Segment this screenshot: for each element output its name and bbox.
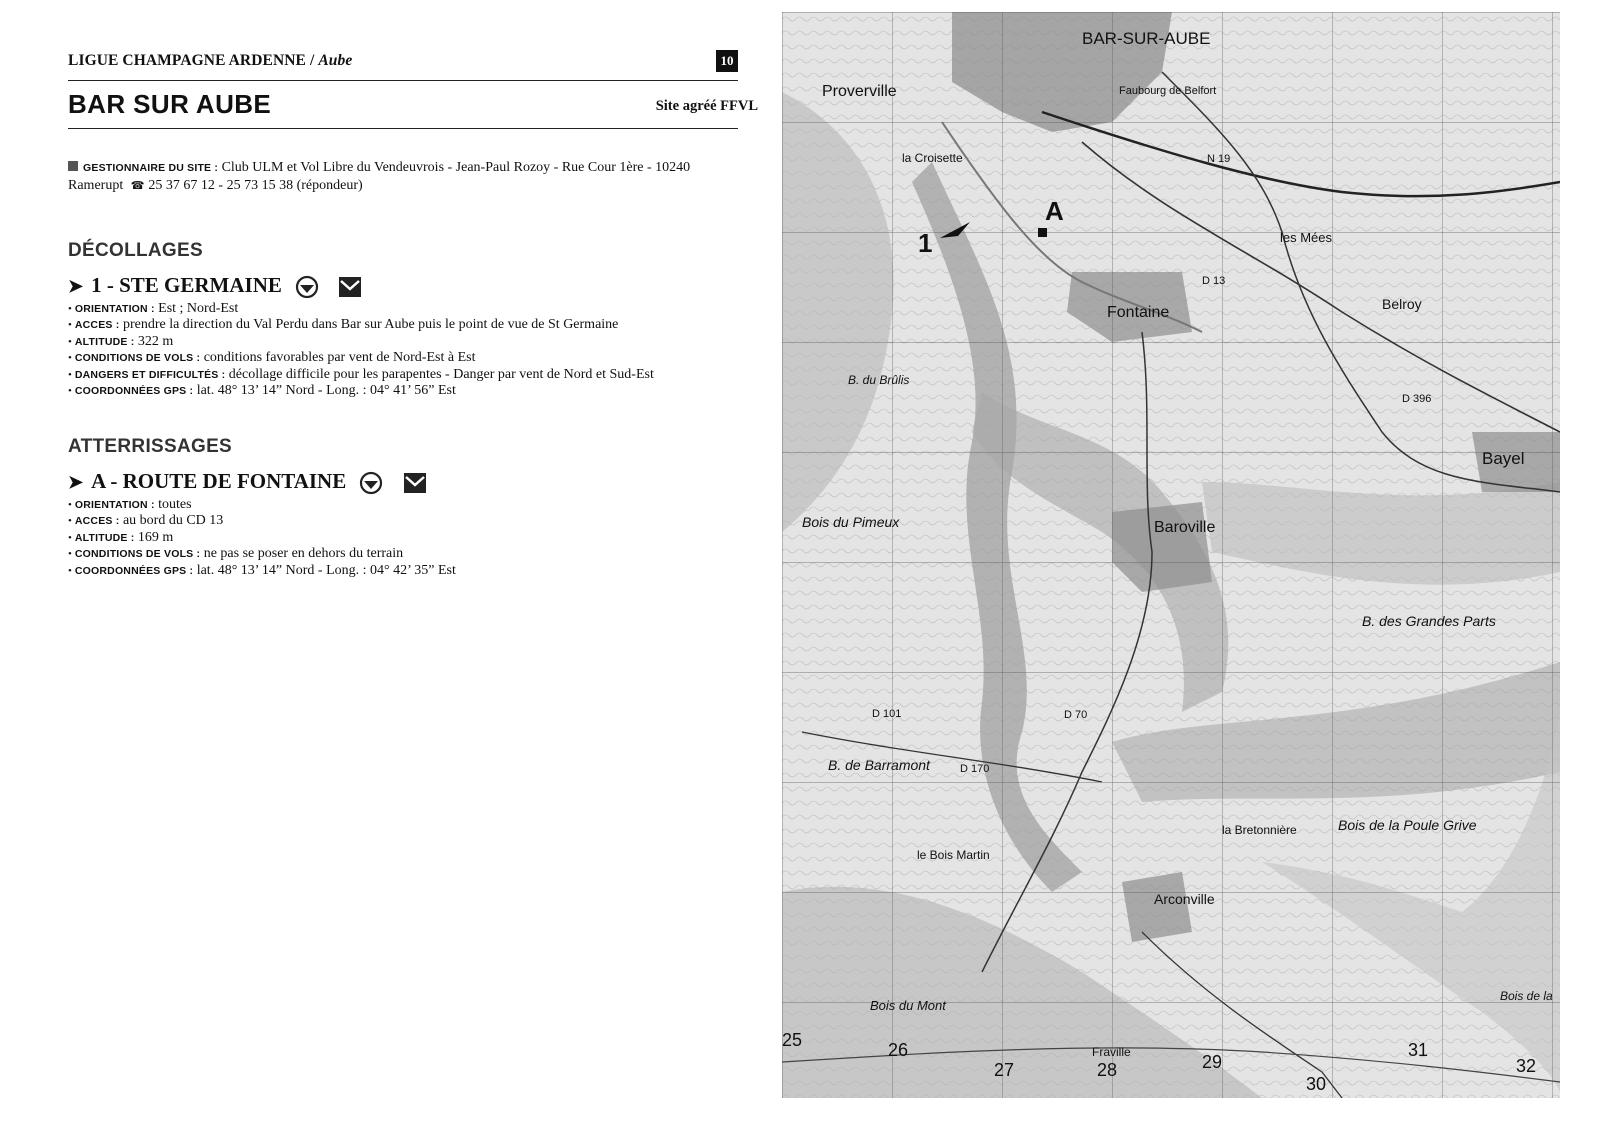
landing-marker: A (1045, 196, 1064, 226)
takeoff-access: • ACCES : prendre la direction du Val Perdu dans Bar sur Aube puis le point de vue de St Germaine (68, 317, 619, 333)
grid-label: 32 (1516, 1056, 1537, 1076)
landings-heading: ATTERRISSAGES (68, 436, 233, 457)
grid-label: 26 (888, 1040, 909, 1060)
map-town-label: Arconville (1154, 891, 1215, 907)
manager-phones: 25 37 67 12 - 25 73 15 38 (répondeur) (148, 178, 363, 193)
takeoff-gps: • COORDONNÉES GPS : lat. 48° 13’ 14” Nord - Long. : 04° 41’ 56” Est (68, 383, 456, 399)
map-town-label: Bayel (1482, 449, 1525, 468)
map-wood-label: B. du Brûlis (848, 373, 910, 387)
topographic-map (782, 12, 1560, 1098)
map-canvas (782, 12, 1560, 1098)
landing-conditions: • CONDITIONS DE VOLS : ne pas se poser en dehors du terrain (68, 546, 404, 562)
landing-info (68, 497, 748, 579)
map-wood-label: B. des Grandes Parts (1362, 613, 1496, 629)
map-grid (782, 12, 1560, 1098)
landing-access: • ACCES : au bord du CD 13 (68, 513, 224, 529)
map-wood-label: Bois de la (1500, 989, 1553, 1003)
map-town-label: Proverville (822, 83, 897, 100)
map-town-label: Fraville (1092, 1045, 1131, 1059)
takeoff-site-name: 1 - STE GERMAINE (91, 273, 282, 297)
map-town-label: le Bois Martin (917, 848, 990, 862)
map-town-label: Faubourg de Belfort (1119, 85, 1217, 97)
map-wood-label: Bois du Pimeux (802, 514, 900, 530)
map-town-label: la Bretonnière (1222, 823, 1297, 837)
grid-label: 25 (782, 1030, 803, 1050)
map-town-label: la Croisette (902, 151, 963, 165)
grid-label: 28 (1097, 1060, 1118, 1080)
map-road-label: D 70 (1064, 709, 1088, 721)
landing-altitude: • ALTITUDE : 169 m (68, 529, 174, 545)
header-rule-top (68, 80, 738, 81)
region-name: Aube (318, 52, 353, 69)
map-road-label: D 101 (872, 708, 902, 720)
phone-icon: ☎ (130, 180, 145, 192)
landing-square-icon (1038, 228, 1047, 237)
site-title: BAR SUR AUBE (68, 89, 272, 119)
square-bullet-icon (68, 161, 78, 171)
manager-text: Club ULM et Vol Libre du Vendeuvrois - Jean-Paul Rozoy - Rue Cour 1ère - 10240 (221, 160, 691, 175)
arrow-right-icon: ➤ (68, 472, 84, 492)
hang-glider-icon (403, 472, 427, 494)
grid-label: 31 (1408, 1040, 1429, 1060)
manager-town: Ramerupt (68, 178, 124, 193)
grid-label: 29 (1202, 1052, 1223, 1072)
paraglider-icon (295, 275, 319, 299)
arrow-right-icon: ➤ (68, 276, 84, 296)
hang-glider-icon (338, 276, 362, 298)
takeoff-dangers: • DANGERS ET DIFFICULTÉS : décollage difficile pour les parapentes - Danger par vent de Nord et Sud-Est (68, 366, 654, 382)
takeoff-altitude: • ALTITUDE : 322 m (68, 333, 174, 349)
page-number: 10 (716, 50, 738, 72)
takeoffs-heading: DÉCOLLAGES (68, 240, 203, 261)
map-wood-label: Bois de la Poule Grive (1338, 817, 1477, 833)
takeoff-site-title (68, 273, 362, 299)
map-road-label: D 13 (1202, 275, 1226, 287)
header-rule-bottom (68, 128, 738, 129)
map-wood-label: Bois du Mont (870, 998, 946, 1013)
takeoff-marker: 1 (918, 228, 933, 258)
landing-site-name: A - ROUTE DE FONTAINE (91, 469, 347, 493)
map-town-label: Baroville (1154, 519, 1216, 536)
map-road-label: D 170 (960, 763, 990, 775)
league-title: LIGUE CHAMPAGNE ARDENNE / Aube (68, 52, 353, 69)
takeoff-orientation: • ORIENTATION : Est ; Nord-Est (68, 301, 239, 316)
landing-gps: • COORDONNÉES GPS : lat. 48° 13’ 14” Nord - Long. : 04° 42’ 35” Est (68, 562, 456, 578)
agreement-badge: Site agréé FFVL (655, 98, 758, 114)
paraglider-icon (359, 471, 383, 495)
manager-label: GESTIONNAIRE DU SITE : (83, 162, 219, 174)
map-town-label: Fontaine (1107, 304, 1170, 321)
grid-label: 27 (994, 1060, 1015, 1080)
map-wood-label: B. de Barramont (828, 757, 930, 773)
site-manager (68, 159, 748, 195)
landing-orientation: • ORIENTATION : toutes (68, 497, 192, 512)
text-column (68, 0, 758, 1132)
map-town-label: les Mées (1280, 230, 1333, 245)
takeoff-conditions: • CONDITIONS DE VOLS : conditions favorables par vent de Nord-Est à Est (68, 350, 476, 366)
takeoff-info (68, 301, 748, 399)
map-town-label: BAR-SUR-AUBE (1082, 29, 1211, 48)
grid-label: 30 (1306, 1074, 1327, 1094)
landing-site-title (68, 469, 427, 495)
map-town-label: Belroy (1382, 296, 1422, 312)
header-row (68, 50, 738, 74)
map-road-label: N 19 (1207, 153, 1231, 165)
map-road-label: D 396 (1402, 393, 1432, 405)
